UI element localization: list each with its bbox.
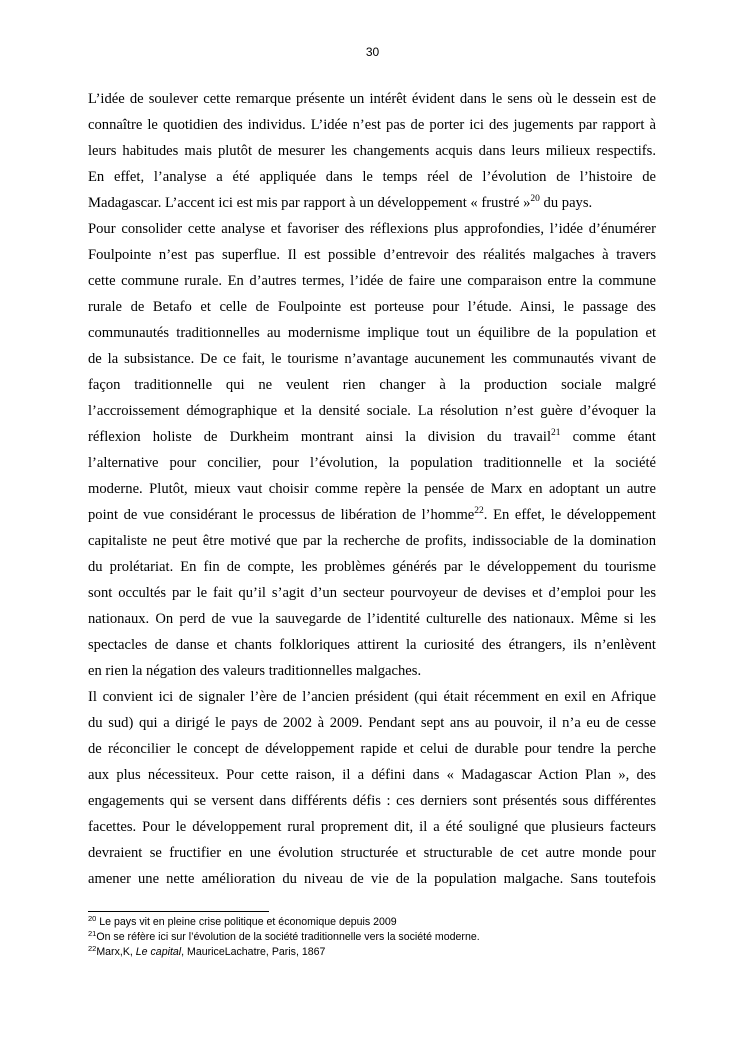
text-line: L’idée de soulever cette remarque présente un intérêt évident dans le sens où le dessein est de [88,91,656,107]
footnote-mark: 20 [88,914,97,923]
text-line: cette commune rurale. En d’autres termes, l’idée de faire une comparaison entre la commune [88,273,656,289]
text-line: connaître le quotidien des individus. L’idée n’est pas de porter ici des jugements par rapport à [88,117,656,133]
text-line: engagements qui se versent dans différents défis : ces derniers sont présentés sous différentes [88,793,656,809]
footnote-ref-20[interactable]: 20 [530,194,540,204]
text-line: en rien la négation des valeurs traditionnelles malgaches. [88,663,422,679]
text-line: façon traditionnelle qui ne veulent rien changer à la production sociale malgré [88,377,656,393]
text-fragment: . En effet, le développement [483,507,656,523]
text-line: Il convient ici de signaler l’ère de l’ancien président (qui était récemment en exil en Afrique [88,689,656,705]
footnote-20 [88,915,656,930]
paragraph-1 [88,86,656,216]
text-line: Pour consolider cette analyse et favoriser des réflexions plus approfondies, l’idée d’énumérer [88,221,656,237]
text-line: leurs habitudes mais plutôt de mesurer les changements acquis dans leurs milieux respectifs. [88,143,656,159]
text-line [88,424,656,450]
text-line: nationaux. On perd de vue la sauvegarde de l’identité culturelle des nationaux. Même si les [88,611,656,627]
footnote-book-title: Le capital [135,946,182,958]
text-line: rurale de Betafo et celle de Foulpointe est porteuse pour l’étude. Ainsi, le passage des [88,299,656,315]
text-line: sont occultés par le fait qu’il s’agit d’un secteur pourvoyeur de devises et d’emploi pour les [88,585,656,601]
paragraph-2 [88,216,656,684]
text-line: du prolétariat. En fin de compte, les problèmes générés par le développement du tourisme [88,559,656,575]
text-line: Foulpointe n’est pas superflue. Il est possible d’entrevoir des réalités malgaches à travers [88,247,656,263]
text-line: devraient se fructifier en une évolution structurée et structurable de cet autre monde pour [88,845,656,861]
footnote-mark: 21 [88,929,97,938]
footnote-text: , MauriceLachatre, Paris, 1867 [181,946,326,958]
text-line [88,190,656,216]
footnote-22 [88,945,656,960]
text-line: communautés traditionnelles au modernisme implique tout un équilibre de la population et [88,325,656,341]
page-number: 30 [365,45,380,59]
footnote-text: On se réfère ici sur l’évolution de la société traditionnelle vers la société moderne. [96,931,480,943]
text-line: En effet, l’analyse a été appliquée dans le temps réel de l’évolution de l’histoire de [88,169,656,185]
footnote-ref-21[interactable]: 21 [551,428,561,438]
text-line: facettes. Pour le développement rural proprement dit, il a été souligné que plusieurs facteurs [88,819,656,835]
text-line: du sud) qui a dirigé le pays de 2002 à 2009. Pendant sept ans au pouvoir, il n’a eu de cesse [88,715,656,731]
text-line [88,502,656,528]
text-fragment: réflexion holiste de Durkheim montrant ainsi la division du travail [88,429,551,445]
text-fragment: du pays. [539,195,593,211]
footnote-ref-22[interactable]: 22 [474,506,484,516]
footnotes [88,915,656,960]
text-line: capitaliste ne peut être motivé que par la recherche de profits, indissociable de la domination [88,533,656,549]
text-line: spectacles de danse et chants folkloriques attirent la curiosité des étrangers, ils n’enlèvent [88,637,656,653]
text-line: l’alternative pour concilier, pour l’évolution, la population traditionnelle et la société [88,455,656,471]
text-line: aux plus nécessiteux. Pour cette raison, il a défini dans « Madagascar Action Plan », des [88,767,656,783]
footnote-text: Le pays vit en pleine crise politique et économique depuis 2009 [96,916,397,928]
text-line: l’accroissement démographique et la densité sociale. La résolution n’est guère d’évoquer la [88,403,656,419]
footnote-separator [88,911,269,912]
text-line: de réconcilier le concept de développement rapide et celui de durable pour tendre la perche [88,741,656,757]
footnote-text: Marx,K, [96,946,136,958]
footnote-mark: 22 [88,944,97,953]
text-line: moderne. Plutôt, mieux vaut choisir comme repère la pensée de Marx en adoptant un autre [88,481,656,497]
text-fragment: Madagascar. L’accent ici est mis par rapport à un développement « frustré » [88,195,531,211]
text-fragment: point de vue considérant le processus de libération de l’homme [88,507,475,523]
text-fragment: comme étant [560,429,656,445]
text-line: amener une nette amélioration du niveau de vie de la population malgache. Sans toutefois [88,871,656,887]
footnote-21 [88,930,656,945]
text-line: de la subsistance. De ce fait, le tourisme n’avantage aucunement les communautés vivant de [88,351,656,367]
body-text [88,86,656,892]
paragraph-3 [88,684,656,892]
